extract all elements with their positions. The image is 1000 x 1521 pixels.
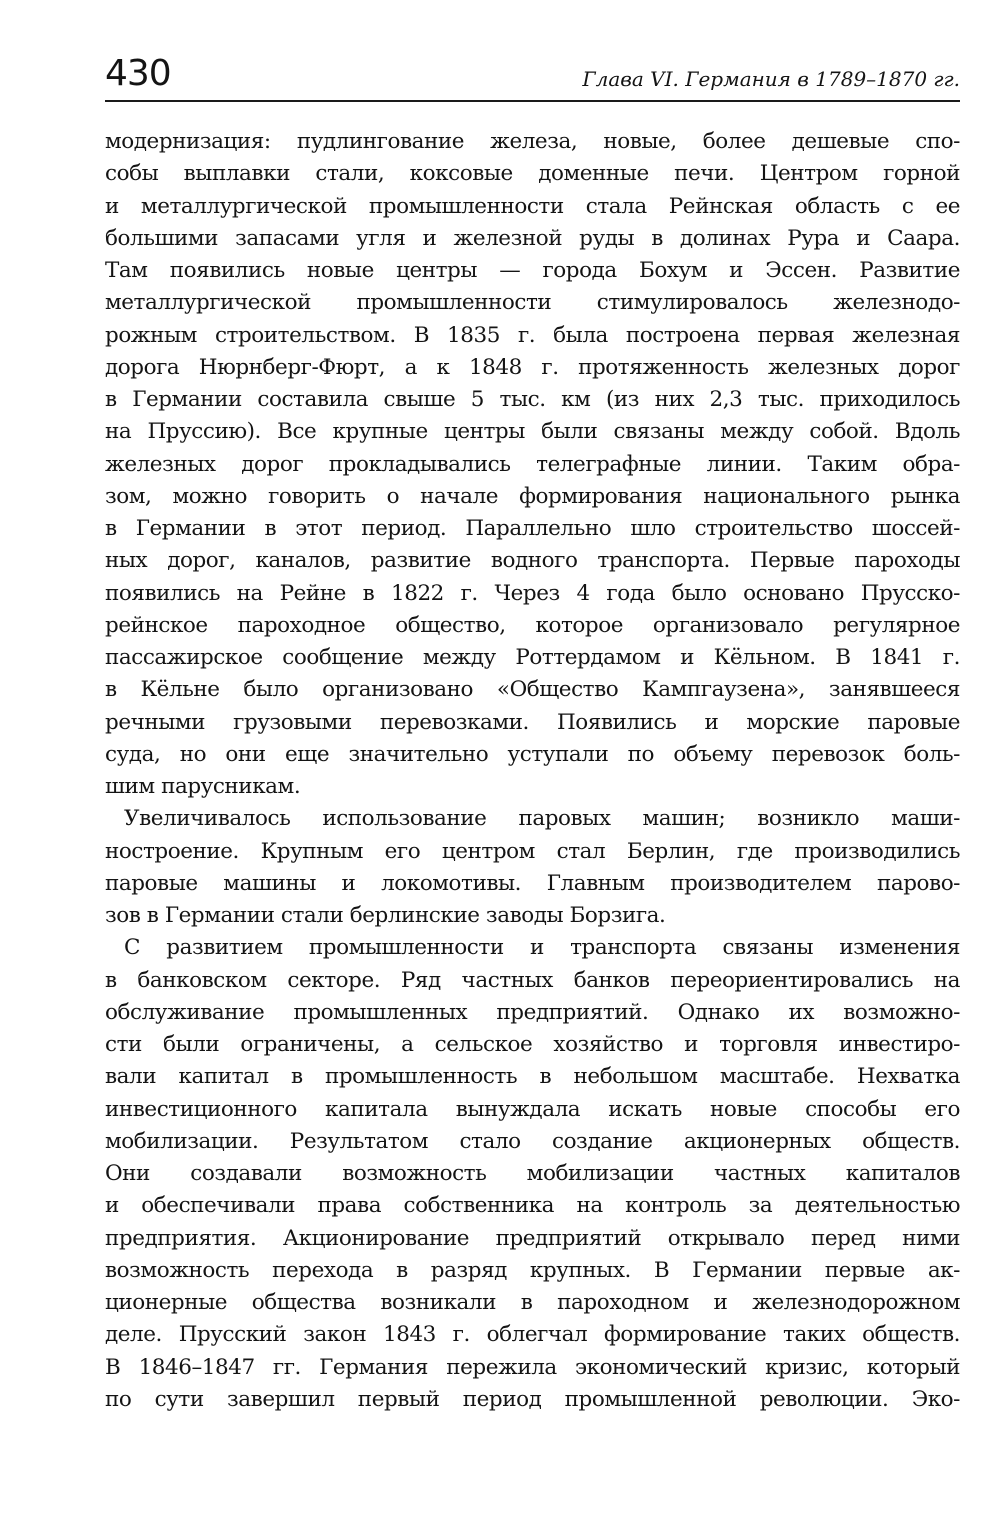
text-line: ционерные общества возникали в пароходном и железнодорожном	[105, 1290, 960, 1315]
text-line: В 1846–1847 гг. Германия пережила экономический кризис, который	[105, 1354, 960, 1380]
text-line: на Пруссию). Все крупные центры были связаны между собой. Вдоль	[105, 419, 960, 445]
text-line: Увеличивалось использование паровых машин; возникло маши-	[124, 806, 960, 832]
text-line: возможность перехода в разряд крупных. В Германии первые ак-	[105, 1257, 960, 1283]
text-line: дорога Нюрнберг-Фюрт, а к 1848 г. протяженность железных дорог	[105, 354, 960, 380]
text-line: по сути завершил первый период промышленной революции. Эко-	[105, 1386, 960, 1412]
paragraph	[105, 932, 960, 1416]
text-line: инвестиционного капитала вынуждала искать новые способы его	[105, 1096, 960, 1122]
text-line: ностроение. Крупным его центром стал Берлин, где производились	[105, 838, 960, 864]
text-line: рожным строительством. В 1835 г. была построена первая железная	[105, 322, 960, 348]
text-line: Там появились новые центры — города Бохум и Эссен. Развитие	[105, 258, 960, 283]
chapter-title: Глава VI. Германия в 1789–1870 гг.	[582, 67, 960, 91]
text-line: собы выплавки стали, коксовые доменные печи. Центром горной	[105, 161, 960, 187]
page-number: 430	[105, 53, 171, 94]
text-line: появились на Рейне в 1822 г. Через 4 года было основано Прусско-	[105, 580, 960, 606]
text-line: и металлургической промышленности стала Рейнская область с ее	[105, 193, 960, 219]
text-line: суда, но они еще значительно уступали по объему перевозок боль-	[105, 741, 960, 767]
text-line: большими запасами угля и железной руды в долинах Рура и Саара.	[105, 225, 960, 251]
text-line: речными грузовыми перевозками. Появились и морские паровые	[105, 709, 960, 735]
text-line: вали капитал в промышленность в небольшом масштабе. Нехватка	[105, 1064, 960, 1090]
body-text	[105, 126, 960, 1416]
text-line: зов в Германии стали берлинские заводы Борзига.	[105, 903, 666, 928]
text-line: мобилизации. Результатом стало создание акционерных обществ.	[105, 1128, 960, 1154]
running-head	[105, 50, 960, 102]
text-line: зом, можно говорить о начале формирования национального рынка	[105, 483, 960, 509]
text-line: шим парусникам.	[105, 774, 301, 799]
text-line: ных дорог, каналов, развитие водного транспорта. Первые пароходы	[105, 548, 960, 574]
text-line: железных дорог прокладывались телеграфные линии. Таким обра-	[105, 451, 960, 477]
paragraph	[105, 803, 960, 932]
text-line: предприятия. Акционирование предприятий открывало перед ними	[105, 1225, 960, 1251]
text-line: деле. Прусский закон 1843 г. облегчал формирование таких обществ.	[105, 1322, 960, 1348]
paragraph	[105, 126, 960, 803]
text-line: Они создавали возможность мобилизации частных капиталов	[105, 1161, 960, 1186]
text-line: в Германии в этот период. Параллельно шло строительство шоссей-	[105, 516, 960, 541]
text-line: рейнское пароходное общество, которое организовало регулярное	[105, 612, 960, 638]
text-line: паровые машины и локомотивы. Главным производителем парово-	[105, 870, 960, 896]
text-line: в Германии составила свыше 5 тыс. км (из них 2,3 тыс. приходилось	[105, 387, 960, 412]
text-line: обслуживание промышленных предприятий. Однако их возможно-	[105, 999, 960, 1025]
text-line: С развитием промышленности и транспорта связаны изменения	[124, 935, 960, 961]
text-line: модернизация: пудлингование железа, новые, более дешевые спо-	[105, 129, 960, 154]
text-line: в банковском секторе. Ряд частных банков переориентировались на	[105, 967, 960, 993]
text-line: пассажирское сообщение между Роттердамом и Кёльном. В 1841 г.	[105, 645, 960, 670]
text-line: металлургической промышленности стимулировалось железнодо-	[105, 290, 960, 316]
text-line: в Кёльне было организовано «Общество Кампгаузена», занявшееся	[105, 677, 960, 703]
text-line: и обеспечивали права собственника на контроль за деятельностью	[105, 1193, 960, 1219]
text-line: сти были ограничены, а сельское хозяйство и торговля инвестиро-	[105, 1032, 960, 1057]
